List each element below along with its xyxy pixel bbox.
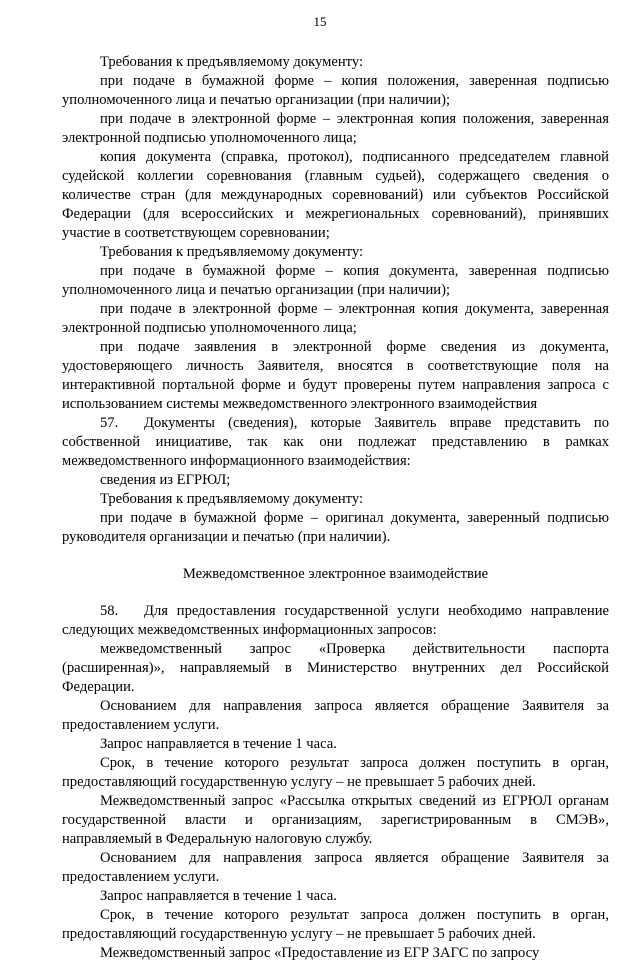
paragraph: Запрос направляется в течение 1 часа. xyxy=(100,888,337,904)
numbered-item-57 xyxy=(62,414,609,471)
item-text: Документы (сведения), которые Заявитель вправе представить по собственной инициативе, так как они подлежат представлению в рамках межведомственного информационного взаимодействия: xyxy=(62,415,609,469)
paragraph: Требования к предъявляемому документу: xyxy=(100,244,364,260)
paragraph: Требования к предъявляемому документу: xyxy=(100,54,364,70)
paragraph: сведения из ЕГРЮЛ; xyxy=(100,472,231,488)
paragraph: Основанием для направления запроса является обращение Заявителя за предоставлением услуги. xyxy=(62,850,609,885)
paragraph: межведомственный запрос «Проверка действительности паспорта (расширенная)», направляемый в Министерство внутренних дел Российской Федерации. xyxy=(62,641,609,695)
paragraph: при подаче в электронной форме – электронная копия документа, заверенная электронной подписью уполномоченного лица; xyxy=(62,301,609,336)
paragraph: при подаче в бумажной форме – оригинал документа, заверенный подписью руководителя организации и печатью (при наличии). xyxy=(62,510,609,545)
paragraph: копия документа (справка, протокол), подписанного председателем главной судейской коллегии соревнования (главным судьей), содержащего сведения о количестве стран (для международных соревнований) или субъектов Российской Федерации (для всероссийских и межрегиональных соревнований), принявших участие в соответствующем соревновании; xyxy=(62,149,609,241)
paragraph: Срок, в течение которого результат запроса должен поступить в орган, предоставляющий государственную услугу – не превышает 5 рабочих дней. xyxy=(62,755,609,790)
numbered-item-58 xyxy=(62,602,609,640)
section-heading: Межведомственное электронное взаимодействие xyxy=(182,566,489,582)
document-body xyxy=(62,53,609,963)
paragraph: Требования к предъявляемому документу: xyxy=(100,491,364,507)
page-number: 15 xyxy=(313,14,327,29)
item-number: 58. xyxy=(100,603,119,619)
item-text: Для предоставления государственной услуги необходимо направление следующих межведомственных информационных запросов: xyxy=(62,603,609,638)
item-number: 57. xyxy=(100,415,119,431)
paragraph: Запрос направляется в течение 1 часа. xyxy=(100,736,337,752)
paragraph: при подаче в электронной форме – электронная копия положения, заверенная электронной подписью уполномоченного лица; xyxy=(62,111,609,146)
paragraph: Основанием для направления запроса является обращение Заявителя за предоставлением услуги. xyxy=(62,698,609,733)
paragraph: Межведомственный запрос «Рассылка открытых сведений из ЕГРЮЛ органам государственной власти и организациям, зарегистрированным в СМЭВ», направляемый в Федеральную налоговую службу. xyxy=(62,793,609,847)
paragraph: при подаче заявления в электронной форме сведения из документа, удостоверяющего личность Заявителя, вносятся в соответствующие поля на интерактивной портальной форме и будут проверены путем направления запроса с использованием системы межведомственного электронного взаимодействия xyxy=(62,339,609,412)
paragraph: Срок, в течение которого результат запроса должен поступить в орган, предоставляющий государственную услугу – не превышает 5 рабочих дней. xyxy=(62,907,609,942)
paragraph: при подаче в бумажной форме – копия положения, заверенная подписью уполномоченного лица и печатью организации (при наличии); xyxy=(62,73,609,108)
paragraph: Межведомственный запрос «Предоставление из ЕГР ЗАГС по запросу xyxy=(100,945,540,961)
paragraph: при подаче в бумажной форме – копия документа, заверенная подписью уполномоченного лица и печатью организации (при наличии); xyxy=(62,263,609,298)
